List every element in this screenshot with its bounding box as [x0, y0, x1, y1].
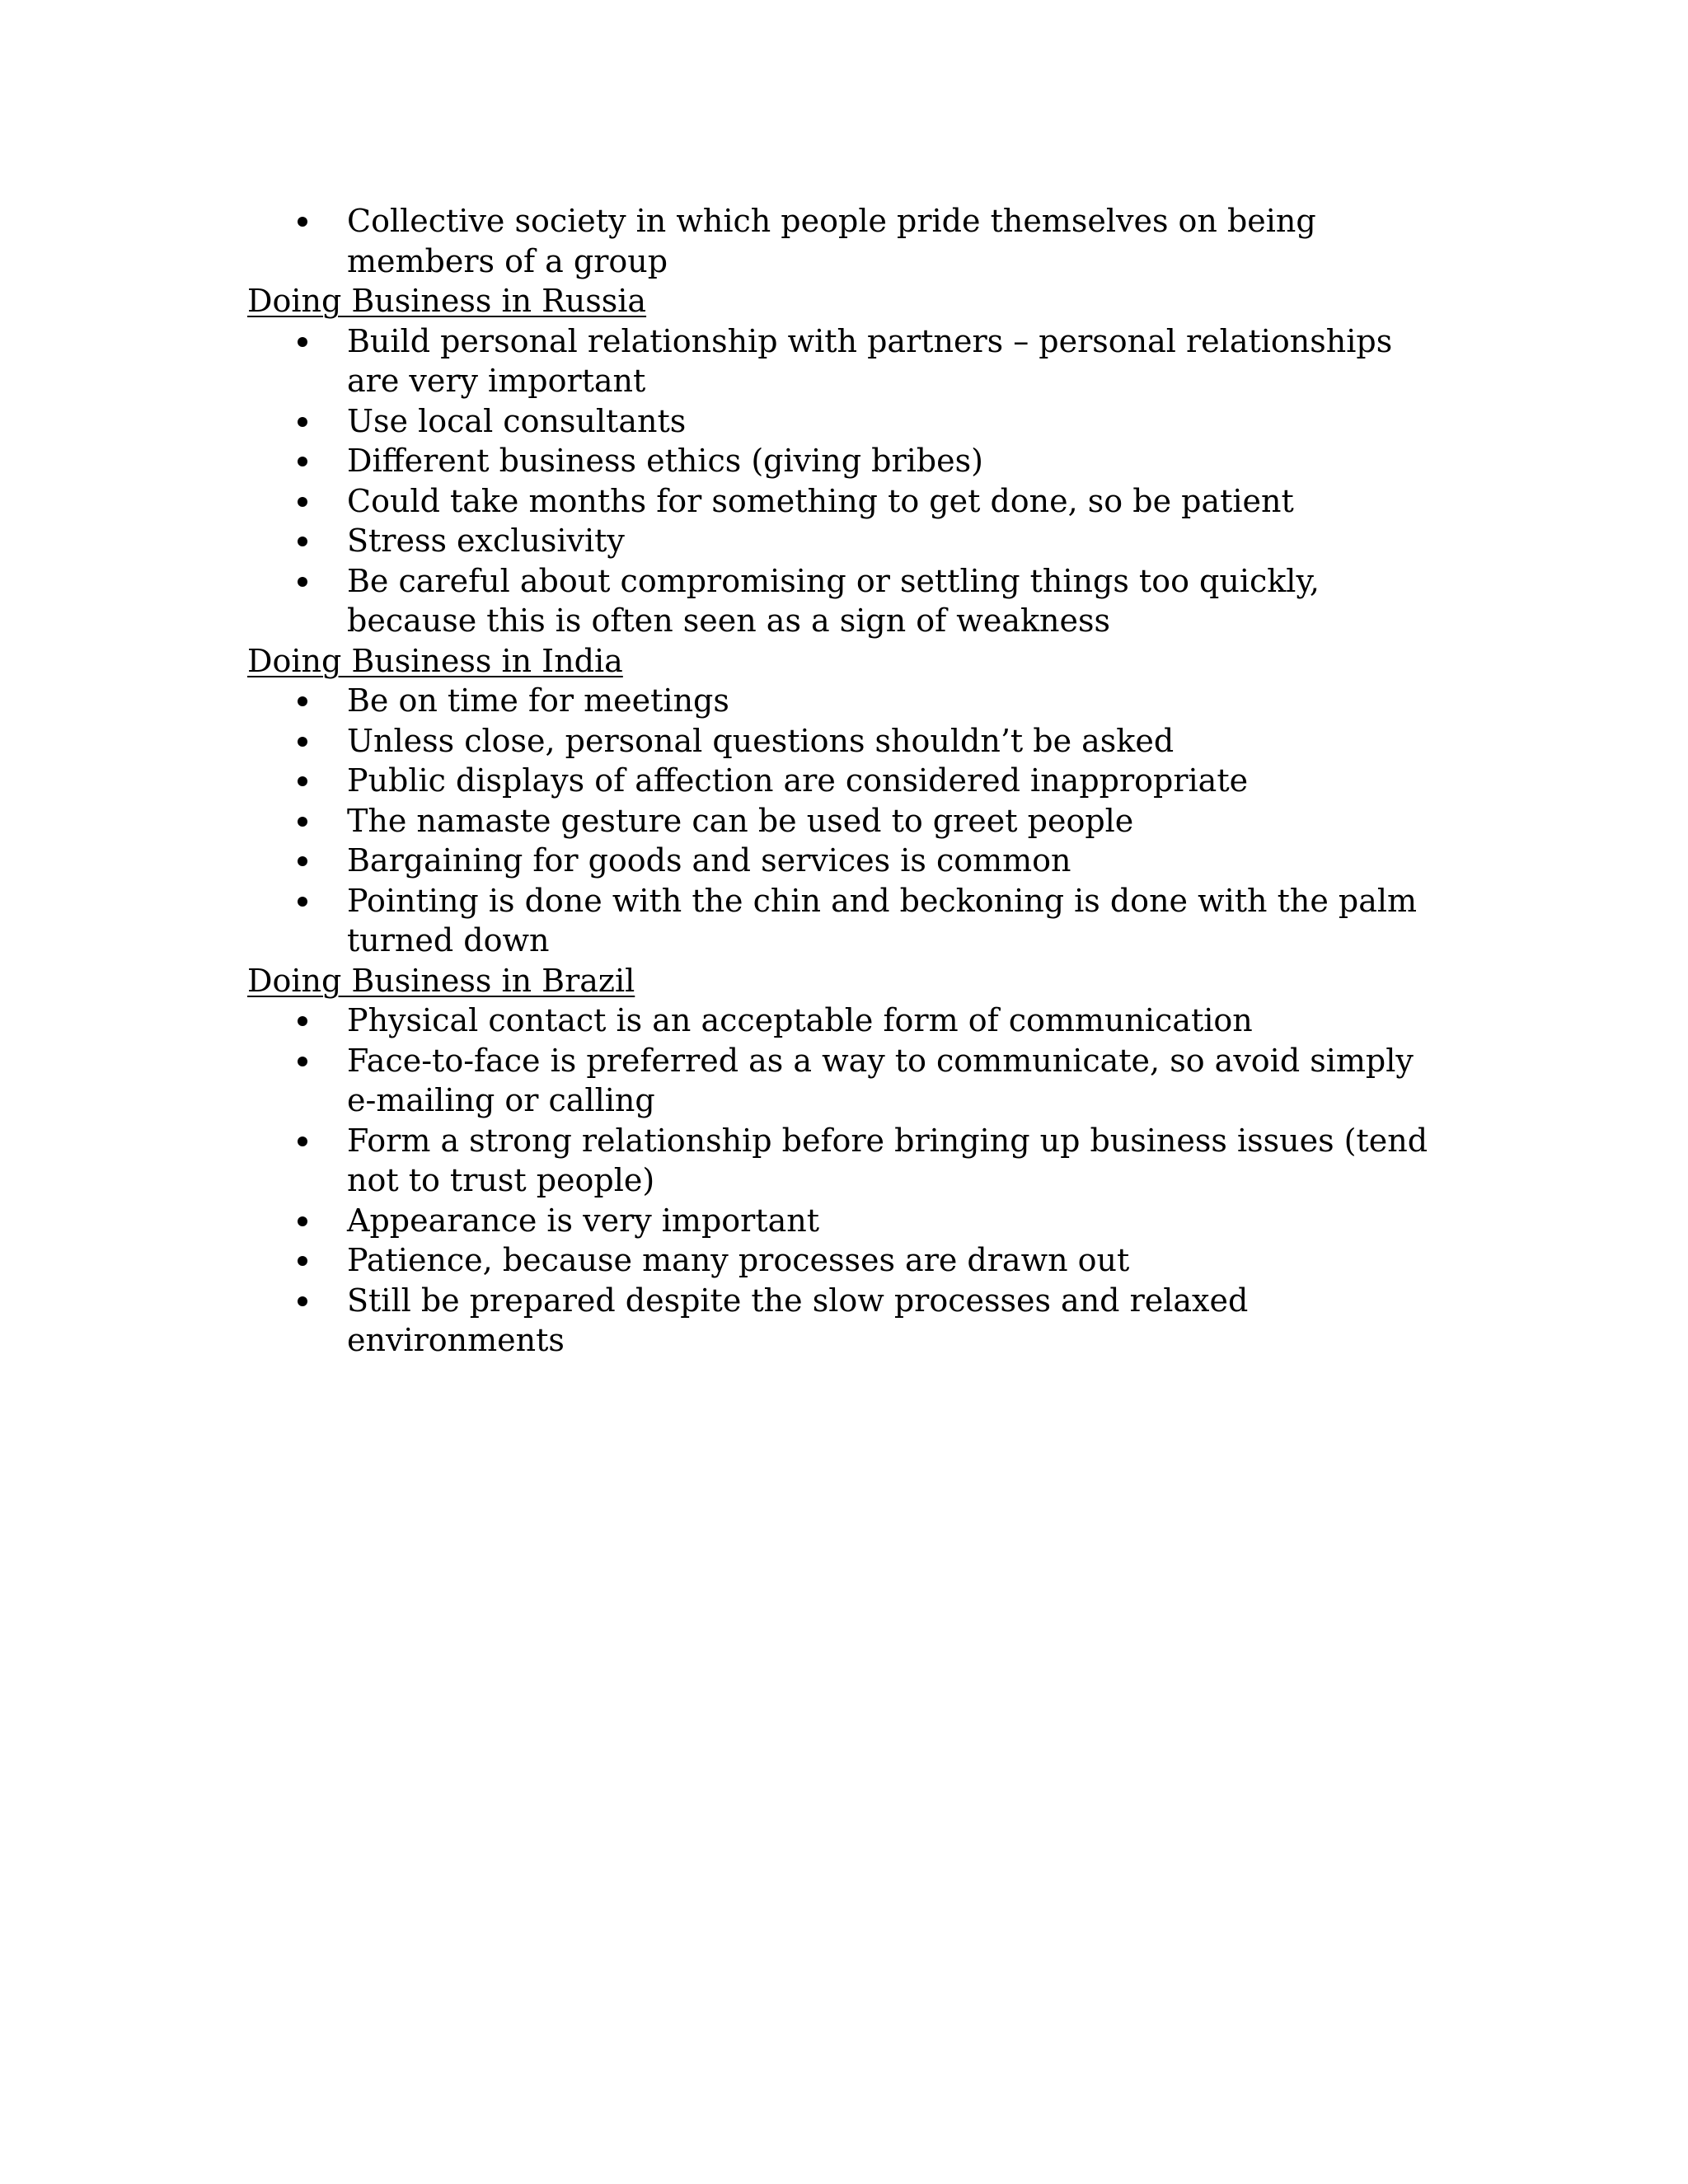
bullet-icon — [298, 417, 307, 427]
bullet-icon — [298, 337, 307, 347]
bullet-icon — [298, 1256, 307, 1266]
list-item-text: Unless close, personal questions shouldn’t be asked — [347, 722, 1175, 759]
list-item — [247, 721, 1451, 762]
intro-bullet-list — [247, 201, 1451, 281]
list-item — [247, 681, 1451, 721]
list-item — [247, 321, 1451, 401]
list-item — [247, 441, 1451, 481]
list-item-text: Stress exclusivity — [347, 523, 625, 559]
list-item — [247, 881, 1451, 961]
list-item-text: Form a strong relationship before bringing up business issues (tend not to trust people) — [347, 1122, 1428, 1198]
list-item-text: The namaste gesture can be used to greet people — [347, 802, 1134, 839]
list-item-text: Bargaining for goods and services is common — [347, 842, 1071, 879]
list-item-text: Pointing is done with the chin and beckoning is done with the palm turned down — [347, 882, 1418, 958]
bullet-icon — [298, 897, 307, 907]
document-body — [247, 201, 1451, 1361]
bullet-icon — [298, 217, 307, 227]
list-item — [247, 1001, 1451, 1041]
list-item-text: Could take months for something to get done, so be patient — [347, 482, 1294, 519]
bullet-list — [247, 1001, 1451, 1361]
list-item-text: Physical contact is an acceptable form of communication — [347, 1002, 1253, 1038]
bullet-icon — [298, 1137, 307, 1146]
bullet-icon — [298, 856, 307, 866]
bullet-icon — [298, 497, 307, 507]
list-item-text: Still be prepared despite the slow processes and relaxed environments — [347, 1282, 1249, 1358]
list-item — [247, 481, 1451, 522]
list-item — [247, 841, 1451, 881]
list-item-text: Be careful about compromising or settling things too quickly, because this is often seen as a sign of weakness — [347, 562, 1320, 639]
bullet-icon — [298, 457, 307, 466]
bullet-icon — [298, 537, 307, 546]
bullet-icon — [298, 577, 307, 587]
list-item-text: Patience, because many processes are drawn out — [347, 1242, 1130, 1278]
list-item-text: Appearance is very important — [347, 1202, 820, 1239]
bullet-icon — [298, 817, 307, 827]
bullet-list — [247, 321, 1451, 641]
list-item-text: Collective society in which people pride themselves on being members of a group — [347, 203, 1316, 279]
section-heading: Doing Business in Brazil — [247, 962, 635, 999]
list-item — [247, 1121, 1451, 1201]
list-item-text: Build personal relationship with partners – personal relationships are very important — [347, 322, 1393, 399]
list-item — [247, 201, 1451, 281]
bullet-list — [247, 681, 1451, 961]
bullet-icon — [298, 696, 307, 706]
bullet-icon — [298, 1296, 307, 1306]
section-brazil — [247, 961, 1451, 1361]
list-item — [247, 561, 1451, 641]
bullet-icon — [298, 1216, 307, 1226]
list-item-text: Face-to-face is preferred as a way to communicate, so avoid simply e-mailing or calling — [347, 1042, 1414, 1118]
bullet-icon — [298, 776, 307, 786]
section-heading: Doing Business in India — [247, 642, 623, 679]
list-item — [247, 1240, 1451, 1281]
section-russia — [247, 281, 1451, 641]
bullet-icon — [298, 737, 307, 747]
section-india — [247, 641, 1451, 961]
list-item — [247, 761, 1451, 801]
section-heading: Doing Business in Russia — [247, 283, 647, 319]
bullet-icon — [298, 1016, 307, 1026]
list-item-text: Public displays of affection are considered inappropriate — [347, 762, 1249, 799]
list-item — [247, 401, 1451, 442]
list-item-text: Be on time for meetings — [347, 682, 729, 719]
list-item — [247, 1201, 1451, 1241]
list-item-text: Use local consultants — [347, 402, 687, 439]
list-item — [247, 1281, 1451, 1361]
list-item-text: Different business ethics (giving bribes) — [347, 443, 983, 479]
list-item — [247, 801, 1451, 841]
bullet-icon — [298, 1057, 307, 1066]
list-item — [247, 1041, 1451, 1121]
list-item — [247, 521, 1451, 561]
